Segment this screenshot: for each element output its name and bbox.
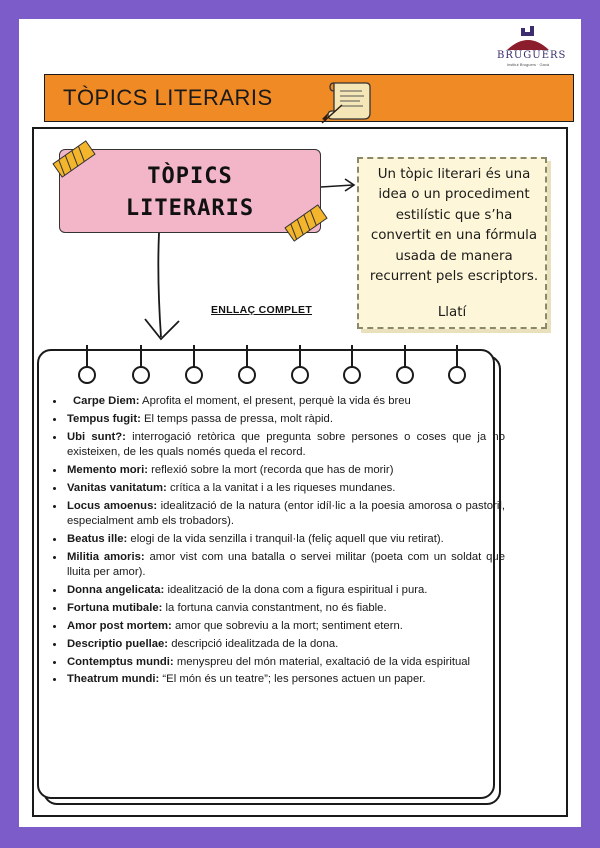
list-item: • Ubi sunt?: interrogació retòrica que pregunta sobre persones o coses que ja no existeixen, de les quals només queda el record.	[65, 430, 505, 461]
spiral-ring-icon	[235, 345, 259, 387]
logo-subtitle: Institut Bruguers · Gavà	[506, 62, 550, 67]
full-link[interactable]: ENLLAÇ COMPLET	[211, 304, 313, 316]
list-item: • Fortuna mutibale: la fortuna canvia constantment, no és fiable.	[65, 601, 505, 616]
list-item: • Carpe Diem: Aprofita el moment, el present, perquè la vida és breu	[65, 394, 505, 409]
spiral-ring-icon	[340, 345, 364, 387]
definition-text: Un tòpic literari és una idea o un procediment estilístic que s’ha convertit en una fórmula usada de manera recurrent pels escriptors.	[369, 167, 539, 285]
list-item: • Beatus ille: elogi de la vida senzilla i tranquil·la (feliç aquell que viu retirat).	[65, 532, 505, 547]
list-item: • Descriptio puellae: descripció idealitzada de la dona.	[65, 637, 505, 652]
list-item: • Amor post mortem: amor que sobreviu a la mort; sentiment etern.	[65, 619, 505, 634]
worksheet-page	[19, 19, 581, 827]
spiral-ring-icon	[75, 345, 99, 387]
logo-name: BRUGUERS	[497, 50, 567, 61]
right-arrow-icon	[321, 185, 353, 187]
page-title: TÒPICS LITERARIS	[63, 85, 273, 110]
label-line-1: TÒPICS	[147, 164, 233, 189]
spiral-ring-icon	[288, 345, 312, 387]
topics-list	[49, 394, 505, 690]
definition-note	[357, 157, 547, 329]
label-line-2: LITERARIS	[125, 196, 255, 221]
down-arrow-icon	[158, 233, 161, 337]
definition-language: Llatí	[437, 305, 467, 320]
list-item: • Militia amoris: amor vist com una batalla o servei militar (poeta com un soldat que lluita per amor).	[65, 550, 505, 581]
list-item: • Contemptus mundi: menyspreu del món material, exaltació de la vida espiritual	[65, 655, 505, 670]
list-item: • Tempus fugit: El temps passa de pressa, molt ràpid.	[65, 412, 505, 427]
list-item: • Memento mori: reflexió sobre la mort (recorda que has de morir)	[65, 463, 505, 478]
list-item: • Donna angelicata: idealització de la dona com a figura espiritual i pura.	[65, 583, 505, 598]
list-item: • Locus amoenus: idealització de la natura (entor idíl·lic a la poesia amorosa o pastoril, especialment amb els trobadors).	[65, 499, 505, 530]
spiral-ring-icon	[445, 345, 469, 387]
spiral-ring-icon	[393, 345, 417, 387]
spiral-ring-icon	[129, 345, 153, 387]
list-item: • Vanitas vanitatum: crítica a la vanitat i a les riqueses mundanes.	[65, 481, 505, 496]
list-item: • Theatrum mundi: “El món és un teatre”; les persones actuen un paper.	[65, 672, 505, 687]
spiral-ring-icon	[182, 345, 206, 387]
